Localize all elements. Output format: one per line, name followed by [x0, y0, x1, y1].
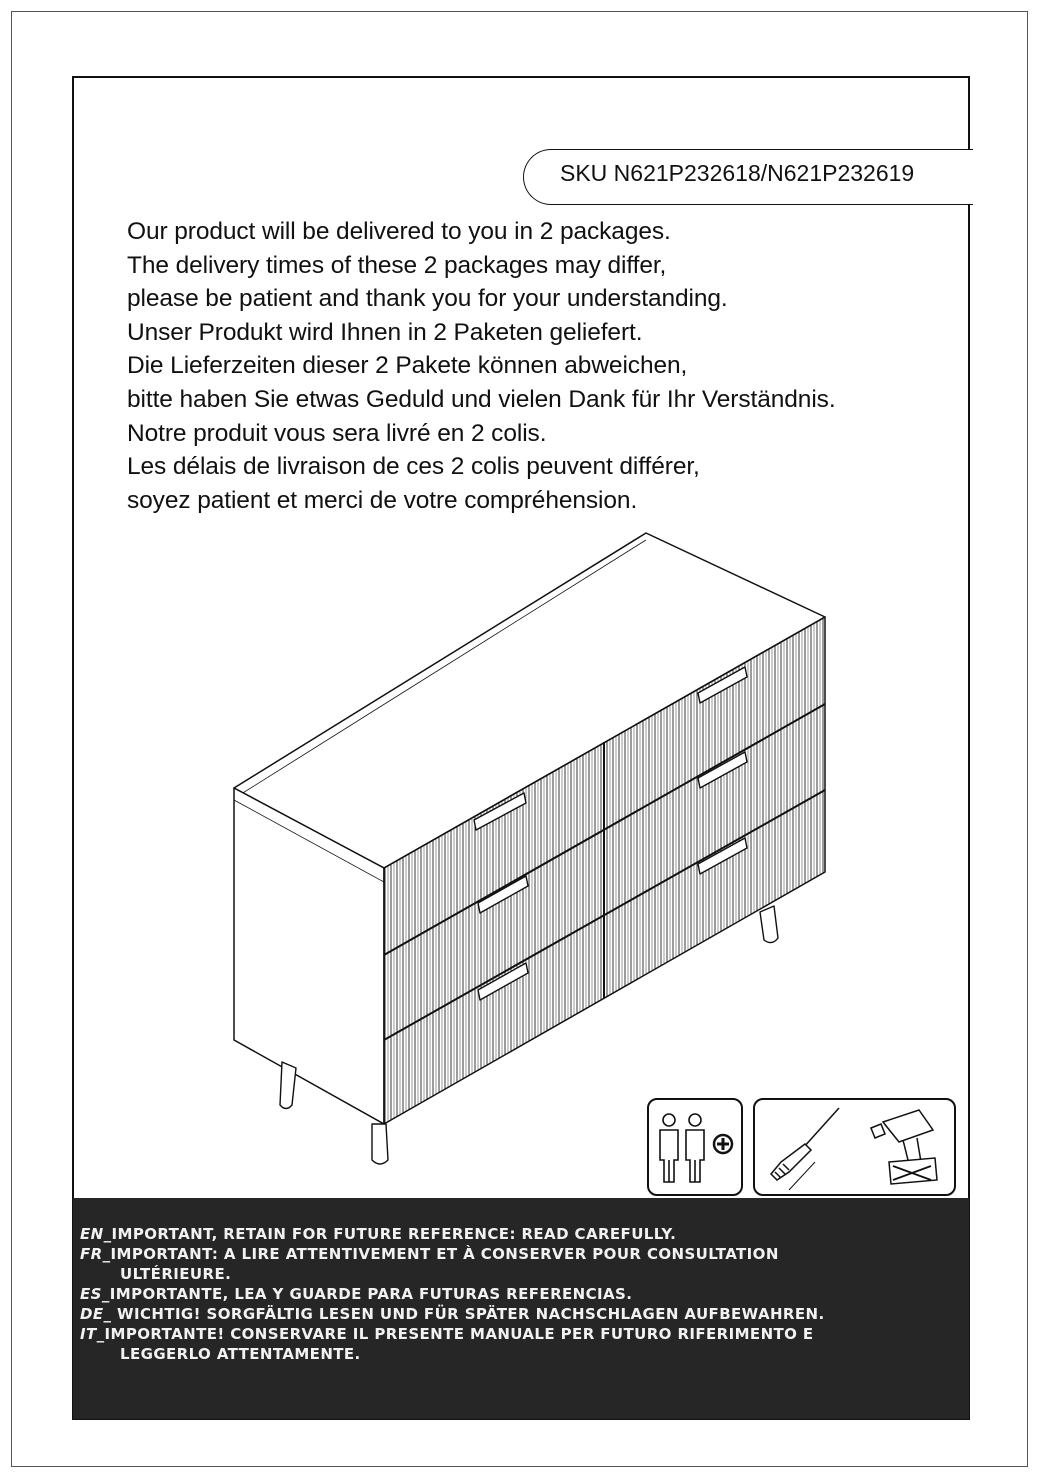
warning-fr: FR_IMPORTANT: A LIRE ATTENTIVEMENT ET À CONSERVER POUR CONSULTATION: [80, 1245, 779, 1263]
notice-line: Les délais de livraison de ces 2 colis peuvent différer,: [127, 453, 700, 481]
two-person-icon: [649, 1100, 741, 1194]
tools-box: [753, 1098, 956, 1196]
notice-line: The delivery times of these 2 packages may differ,: [127, 251, 667, 279]
notice-line: Notre produit vous sera livré en 2 colis.: [127, 419, 547, 447]
warning-list: [80, 1224, 825, 1364]
warning-fr-continued: ULTÉRIEURE.: [120, 1265, 232, 1283]
warning-de: DE_ WICHTIG! SORGFÄLTIG LESEN UND FÜR SPÄTER NACHSCHLAGEN AUFBEWAHREN.: [80, 1305, 825, 1323]
plus-icon: [714, 1135, 732, 1153]
sku-label: SKU N621P232618/N621P232619: [560, 160, 915, 186]
warning-it-continued: LEGGERLO ATTENTAMENTE.: [120, 1345, 361, 1363]
assembly-people-box: [647, 1098, 743, 1196]
warning-es: ES_IMPORTANTE, LEA Y GUARDE PARA FUTURAS REFERENCIAS.: [80, 1285, 633, 1303]
notice-line: Unser Produkt wird Ihnen in 2 Paketen geliefert.: [127, 318, 643, 346]
dresser-illustration: [215, 520, 835, 1170]
warning-en: EN_IMPORTANT, RETAIN FOR FUTURE REFERENCE: READ CAREFULLY.: [80, 1225, 677, 1243]
drill-icon: [859, 1100, 951, 1194]
notice-line: please be patient and thank you for your understanding.: [127, 285, 728, 313]
notice-line: Our product will be delivered to you in 2 packages.: [127, 218, 671, 245]
notice-line: Die Lieferzeiten dieser 2 Pakete können abweichen,: [127, 352, 688, 380]
screwdriver-icon: [759, 1100, 849, 1194]
notice-line: bitte haben Sie etwas Geduld und vielen Dank für Ihr Verständnis.: [127, 385, 836, 413]
delivery-notice: [127, 215, 836, 517]
warning-it: IT_IMPORTANTE! CONSERVARE IL PRESENTE MANUALE PER FUTURO RIFERIMENTO E: [80, 1325, 814, 1343]
notice-line: soyez patient et merci de votre compréhension.: [127, 486, 638, 514]
